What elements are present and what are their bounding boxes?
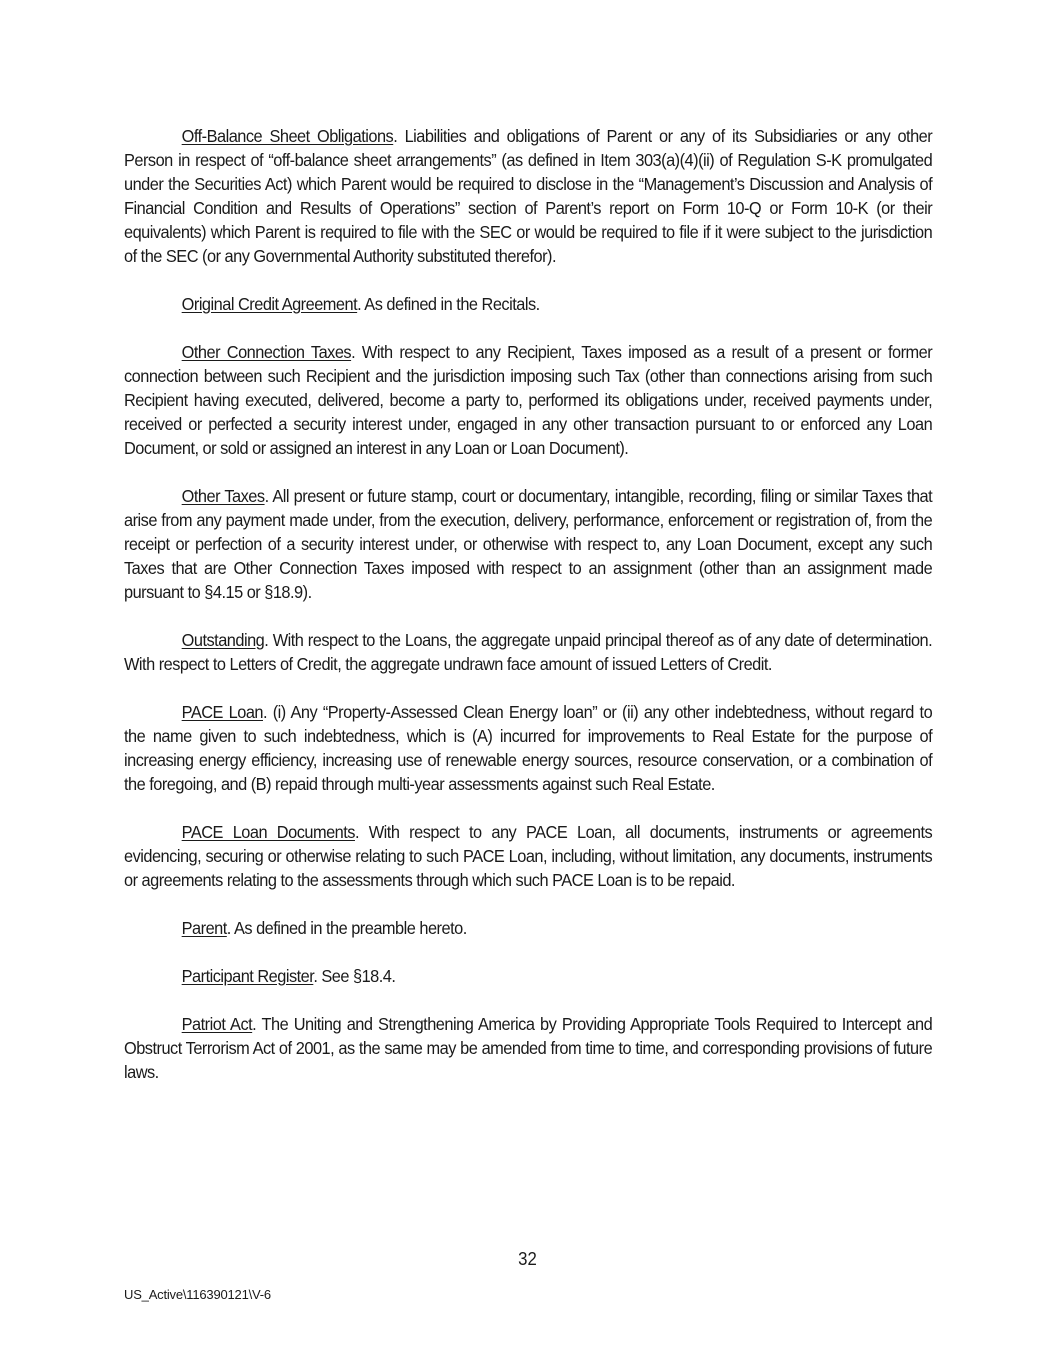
definition-original-credit-agreement (124, 292, 932, 316)
defined-term: PACE Loan (181, 702, 263, 722)
definition-pace-loan (124, 700, 932, 796)
definition-text: . As defined in the preamble hereto. (226, 918, 467, 938)
definition-text: . With respect to the Loans, the aggregate unpaid principal thereof as of any date of determination. With respect to Letters of Credit, the aggregate undrawn face amount of issued Letters of Credit. (124, 630, 933, 674)
definition-text: . See §18.4. (313, 966, 396, 986)
definition-text: . Liabilities and obligations of Parent or any of its Subsidiaries or any other Person in respect of “off-balance sheet arrangements” (as defined in Item 303(a)(4)(ii) of Regulation S-K promulgated under the Securities Act) which Parent would be required to disclose in the “Management’s Discussion and Analysis of Financial Condition and Results of Operations” section of Parent’s report on Form 10-Q or Form 10-K (or their equivalents) which Parent is required to file with the SEC or would be required to file if it were subject to the jurisdiction of the SEC (or any Governmental Authority substituted therefor). (124, 126, 933, 266)
defined-term: Other Connection Taxes (181, 342, 352, 362)
defined-term: Original Credit Agreement (181, 294, 358, 314)
definition-patriot-act (124, 1012, 932, 1084)
defined-term: Outstanding (181, 630, 265, 650)
defined-term: Off-Balance Sheet Obligations (181, 126, 394, 146)
document-footer-id: US_Active\116390121\V-6 (124, 1287, 271, 1302)
definition-other-connection-taxes (124, 340, 932, 460)
definition-text: . (i) Any “Property-Assessed Clean Energy loan” or (ii) any other indebtedness, without regard to the name given to such indebtedness, which is (A) incurred for improvements to Real Estate for the purpose of increasing energy efficiency, increasing use of renewable energy sources, resource conservation, or a combination of the foregoing, and (B) repaid through multi-year assessments against such Real Estate. (124, 702, 933, 794)
definition-parent (124, 916, 932, 940)
definition-off-balance-sheet-obligations (124, 124, 932, 268)
defined-term: Participant Register (181, 966, 314, 986)
definition-text: . The Uniting and Strengthening America by Providing Appropriate Tools Required to Intercept and Obstruct Terrorism Act of 2001, as the same may be amended from time to time, and corresponding provisions of future laws. (124, 1014, 933, 1082)
definition-text: . As defined in the Recitals. (357, 294, 540, 314)
definition-participant-register (124, 964, 932, 988)
definition-text: . With respect to any Recipient, Taxes imposed as a result of a present or former connection between such Recipient and the jurisdiction imposing such Tax (other than connections arising from such Recipient having executed, delivered, become a party to, performed its obligations under, received payments under, received or perfected a security interest under, engaged in any other transaction pursuant to or enforced any Loan Document, or sold or assigned an interest in any Loan or Loan Document). (124, 342, 933, 458)
page-number: 32 (518, 1249, 537, 1269)
document-page (124, 124, 932, 1108)
definition-text: . All present or future stamp, court or documentary, intangible, recording, filing or similar Taxes that arise from any payment made under, from the execution, delivery, performance, enforcement or registration of, from the receipt or perfection of a security interest under, or otherwise with respect to, any Loan Document, except any such Taxes that are Other Connection Taxes imposed with respect to an assignment (other than an assignment made pursuant to §4.15 or §18.9). (124, 486, 933, 602)
definition-text: . With respect to any PACE Loan, all documents, instruments or agreements evidencing, securing or otherwise relating to such PACE Loan, including, without limitation, any documents, instruments or agreements relating to the assessments through which such PACE Loan is to be repaid. (124, 822, 933, 890)
defined-term: Other Taxes (181, 486, 265, 506)
definition-pace-loan-documents (124, 820, 932, 892)
definition-outstanding (124, 628, 932, 676)
defined-term: Patriot Act (181, 1014, 253, 1034)
definition-other-taxes (124, 484, 932, 604)
defined-term: Parent (181, 918, 227, 938)
defined-term: PACE Loan Documents (181, 822, 355, 842)
